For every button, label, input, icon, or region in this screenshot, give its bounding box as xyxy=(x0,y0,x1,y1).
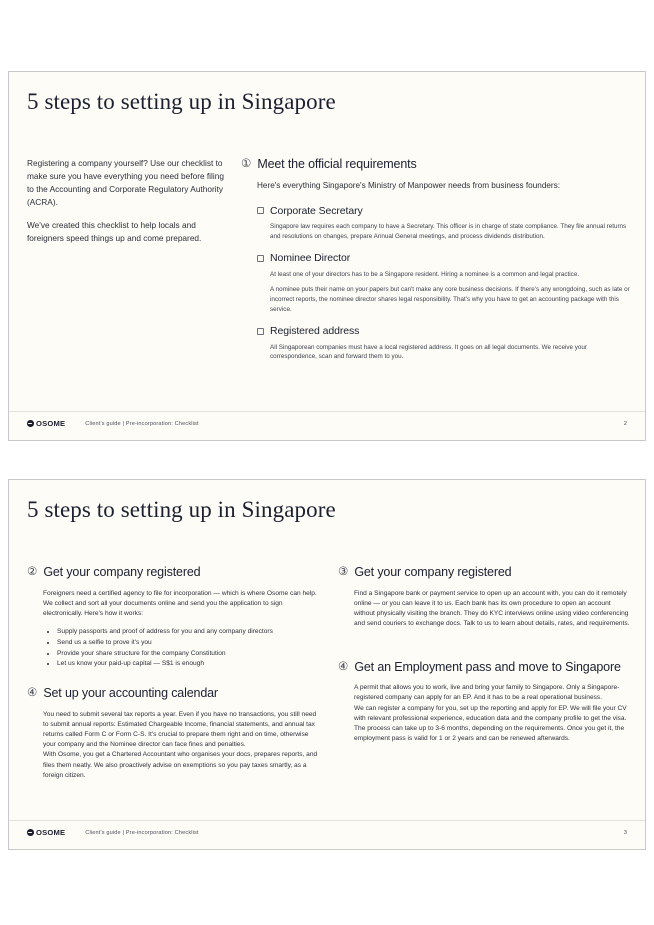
slide-card-2 xyxy=(8,71,646,441)
checklist-row[interactable] xyxy=(257,252,631,265)
slide-columns xyxy=(27,565,631,781)
step-title: Meet the official requirements xyxy=(257,157,417,171)
checklist-item xyxy=(241,205,631,242)
right-column xyxy=(338,565,631,781)
osome-logo-text: OSOME xyxy=(36,828,66,837)
slide-footer xyxy=(9,411,645,440)
checklist-item xyxy=(241,325,631,362)
step-heading xyxy=(27,686,320,702)
bullet-item: • Send us a selfie to prove it's you xyxy=(57,638,320,649)
body-paragraph: We can register a company for you, set up the reporting and apply for EP. We will file your CV with relevant professional experience, education data and the company profile to get the visa. The process can take up to 3-6 months, depending on the requirements. Once you get it, the employment pass is valid for 1 or 2 years and can be renewed afterwards. xyxy=(354,704,627,743)
page-number: 3 xyxy=(623,829,627,836)
osome-logo xyxy=(27,419,65,428)
step-heading xyxy=(338,660,631,676)
step-block xyxy=(338,565,631,630)
checkbox-icon[interactable] xyxy=(257,207,264,214)
osome-logo-icon xyxy=(27,420,34,427)
step-number: ① xyxy=(241,158,252,170)
step-heading xyxy=(338,565,631,581)
intro-paragraph: We've created this checklist to help locals and foreigners speed things up and come prepared. xyxy=(27,220,202,244)
body-paragraph: Find a Singapore bank or payment service to open up an account with, you can do it remotely online — or you can leave it to us. Each bank has its own procedure to open an account without physically visiting the branch. They do KYC interviews online using video conferencing and send couriers to exchange docs. Talk to us to learn about details, rates, and requirements. xyxy=(354,589,630,628)
osome-logo-text: OSOME xyxy=(36,419,66,428)
slide-card-3 xyxy=(8,479,646,850)
left-column xyxy=(27,565,320,781)
checklist-label: Registered address xyxy=(270,325,360,338)
step-body xyxy=(338,683,631,744)
step-title: Get an Employment pass and move to Singapore xyxy=(354,659,621,674)
slide-footer xyxy=(9,820,645,849)
bullet-item: • Provide your share structure for the company Constitution xyxy=(57,649,320,660)
body-paragraph: With Osome, you get a Chartered Accountant who organises your docs, prepares reports, and files them neatly. We also proactively advise on exemptions so you pay taxes smartly, as a foreign citizen. xyxy=(43,751,318,779)
checkbox-icon[interactable] xyxy=(257,255,264,262)
checklist-item xyxy=(241,252,631,314)
checklist-body xyxy=(257,343,631,362)
checklist-label: Corporate Secretary xyxy=(270,204,363,217)
checklist-paragraph: All Singaporean companies must have a local registered address. It goes on all legal documents. We receive your correspondence, scan and forward them to you. xyxy=(270,343,587,361)
body-paragraph: You need to submit several tax reports a year. Even if you have no transactions, you still need to submit annual reports: Estimated Chargeable Income, financial statements, and annual tax returns called Form C or Form C-S. It's crucial to prepare them right and on time, otherwise your company and the Nominee director can face fines and penalties. xyxy=(43,710,317,749)
checkbox-icon[interactable] xyxy=(257,328,264,335)
footer-breadcrumb: Client's guide | Pre-incorporation: Checklist xyxy=(85,420,199,427)
checklist-body xyxy=(257,270,631,314)
step-title: Get your company registered xyxy=(354,565,512,579)
step-block xyxy=(27,565,320,670)
step-number: ④ xyxy=(338,660,349,673)
slide-title: 5 steps to setting up in Singapore xyxy=(27,497,336,522)
checklist-row[interactable] xyxy=(257,325,631,338)
step-body xyxy=(27,710,320,782)
intro-paragraph: Registering a company yourself? Use our checklist to make sure you have everything you need before filing to the Accounting and Corporate Regulatory Authority (ACRA). xyxy=(27,158,224,207)
osome-logo-icon xyxy=(27,829,34,836)
checklist-paragraph: Singapore law requires each company to have a Secretary. This officer is in charge of state compliance. They file annual returns and resolutions on changes, prepare Annual General meetings, and process dividends distribution. xyxy=(270,223,627,240)
slide-title: 5 steps to setting up in Singapore xyxy=(27,89,336,114)
step-body xyxy=(338,589,631,630)
checklist-paragraph: At least one of your directors has to be a Singapore resident. Hiring a nominee is a common and legal practice. xyxy=(270,270,580,278)
checklist-label: Nominee Director xyxy=(270,252,351,265)
step-number: ④ xyxy=(27,686,38,699)
step-heading xyxy=(27,565,320,581)
body-paragraph: Foreigners need a certified agency to file for incorporation — which is where Osome can help. We collect and sort all your documents online and send you the application to sign electronically. Here's how it works: xyxy=(43,589,317,618)
slide-step-column xyxy=(241,157,631,373)
checklist-body xyxy=(257,222,631,241)
step-block xyxy=(27,686,320,781)
step-lead-text: Here's everything Singapore's Ministry of Manpower needs from business founders: xyxy=(257,181,561,191)
footer-breadcrumb: Client's guide | Pre-incorporation: Checklist xyxy=(85,829,199,836)
step-number: ③ xyxy=(338,566,349,578)
checklist-paragraph: A nominee puts their name on your papers but can't make any core business decisions. If there's any wrongdoing, such as late or incorrect reports, the nominee director shares legal responsibility. That's why you have to get an accounting package with this service. xyxy=(270,286,630,313)
bullet-item: • Supply passports and proof of address for you and any company directors xyxy=(57,627,320,638)
step-bullet-list xyxy=(27,627,320,670)
step-heading xyxy=(241,157,631,172)
osome-logo xyxy=(27,828,65,837)
step-title: Get your company registered xyxy=(43,565,201,579)
checklist-row[interactable] xyxy=(257,205,631,218)
body-paragraph: A permit that allows you to work, live and bring your family to Singapore. Only a Singapore-registered company can apply for an EP. And it has to be a real operational business. xyxy=(354,684,620,702)
slide-intro-column xyxy=(27,157,232,256)
page-number: 2 xyxy=(623,420,627,427)
step-body xyxy=(27,589,320,620)
step-title: Set up your accounting calendar xyxy=(43,685,218,700)
step-number: ② xyxy=(27,566,38,578)
step-block xyxy=(338,660,631,745)
bullet-item: • Let us know your paid-up capital — S$1 is enough xyxy=(57,659,320,670)
